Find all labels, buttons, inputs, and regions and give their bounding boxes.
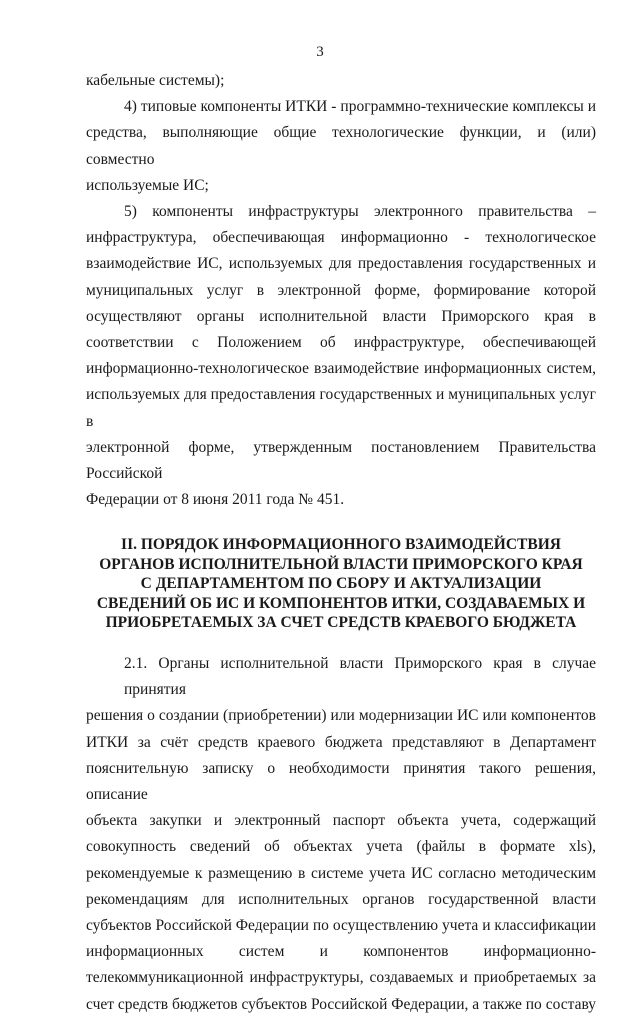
text-line: кабельные системы); xyxy=(86,72,225,89)
text-line: рекомендуемые к размещению в системе учета ИС согласно методическим xyxy=(86,864,596,882)
text-line: телекоммуникационной инфраструктуры, создаваемых и приобретаемых за xyxy=(86,969,596,987)
text-line: осуществляют органы исполнительной власти Приморского края в xyxy=(86,307,596,325)
text-line: ИТКИ за счёт средств краевого бюджета представляют в Департамент xyxy=(86,733,596,751)
text-line: рекомендациям для исполнительных органов государственной власти xyxy=(86,890,596,908)
text-line: средства, выполняющие общие технологические функции, и (или) совместно xyxy=(86,124,596,168)
text-line: Федерации от 8 июня 2011 года № 451. xyxy=(86,491,345,509)
text-line: информационных систем и компонентов информационно- xyxy=(86,943,596,961)
text-line: решения о создании (приобретении) или модернизации ИС или компонентов xyxy=(86,707,596,725)
text-line: счет средств бюджетов субъектов Российской Федерации, а также по составу xyxy=(86,995,596,1013)
text-line: инфраструктура, обеспечивающая информационно - технологическое xyxy=(86,229,596,247)
text-line: объекта закупки и электронный паспорт объекта учета, содержащий xyxy=(86,812,596,830)
text-line: взаимодействие ИС, используемых для предоставления государственных и xyxy=(86,255,596,273)
text-line: используемых для предоставления государственных и муниципальных услуг в xyxy=(86,386,596,430)
paragraph-item-4 xyxy=(86,94,596,199)
text-line: соответствии с Положением об инфраструктуре, обеспечивающей xyxy=(86,334,596,352)
paragraph-item-5 xyxy=(86,199,596,513)
heading-line: С ДЕПАРТАМЕНТОМ ПО СБОРУ И АКТУАЛИЗАЦИИ xyxy=(140,575,542,593)
section-heading xyxy=(86,535,596,633)
text-line: 5) компоненты инфраструктуры электронного правительства – xyxy=(124,203,596,221)
heading-line: II. ПОРЯДОК ИНФОРМАЦИОННОГО ВЗАИМОДЕЙСТВИЯ xyxy=(121,536,561,554)
text-line: совокупность сведений об объектах учета (файлы в формате xls), xyxy=(86,838,596,856)
page-number: 3 xyxy=(316,44,324,60)
text-line: 2.1. Органы исполнительной власти Приморского края в случае принятия xyxy=(124,654,596,699)
text-line: электронной форме, утвержденным постановлением Правительства Российской xyxy=(86,438,596,483)
paragraph-2-1 xyxy=(86,651,596,1018)
text-line: субъектов Российской Федерации по осуществлению учета и классификации xyxy=(86,916,596,934)
document-body xyxy=(86,68,596,1018)
heading-line: ПРИОБРЕТАЕМЫХ ЗА СЧЕТ СРЕДСТВ КРАЕВОГО БЮДЖЕТА xyxy=(105,614,577,632)
text-line: используемые ИС; xyxy=(86,176,209,194)
heading-line: СВЕДЕНИЙ ОБ ИС И КОМПОНЕНТОВ ИТКИ, СОЗДАВАЕМЫХ И xyxy=(96,594,586,612)
heading-line: ОРГАНОВ ИСПОЛНИТЕЛЬНОЙ ВЛАСТИ ПРИМОРСКОГО КРАЯ xyxy=(99,555,583,573)
text-line: пояснительную записку о необходимости принятия такого решения, описание xyxy=(86,759,596,803)
text-line: информационно-технологическое взаимодействие информационных систем, xyxy=(86,360,596,378)
text-line: 4) типовые компоненты ИТКИ - программно-технические комплексы и xyxy=(124,98,596,116)
text-line: муниципальных услуг в электронной форме, формирование которой xyxy=(86,281,596,299)
paragraph-continuation xyxy=(86,68,596,94)
